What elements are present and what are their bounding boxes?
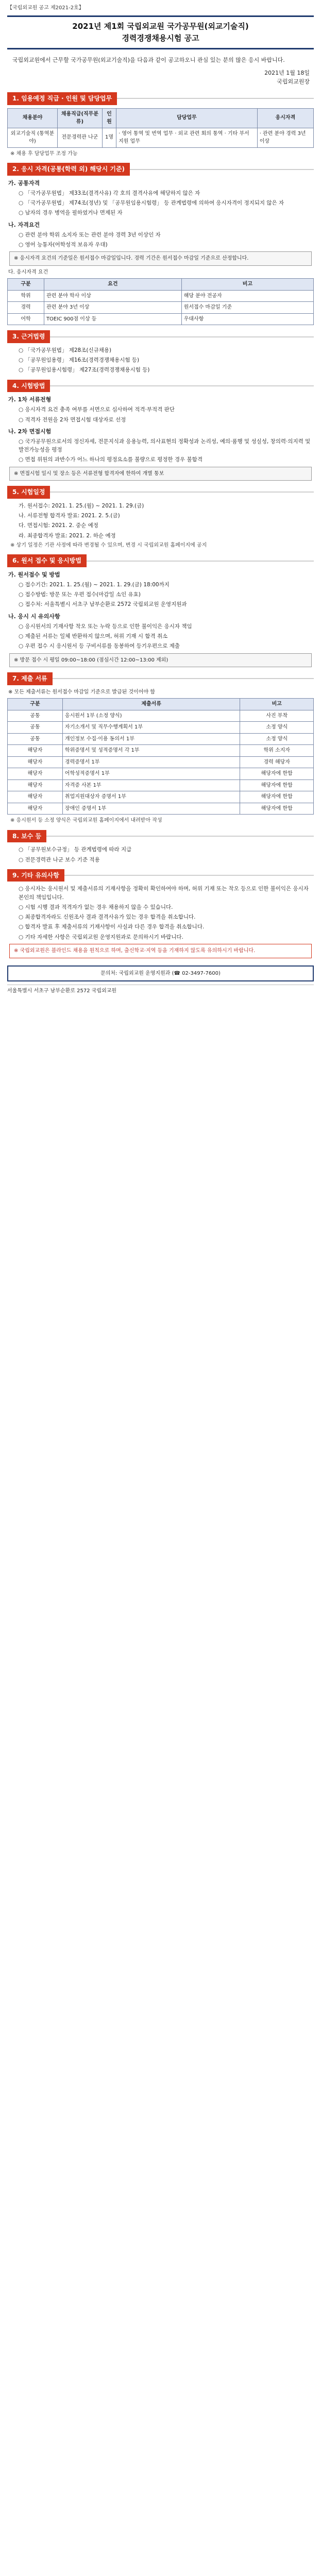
notice-box: ※ 면접시험 일시 및 장소 등은 서류전형 합격자에 한하여 개별 통보: [9, 467, 312, 481]
list-item: ○ 응시자격 요건 충족 여부를 서면으로 심사하여 적격·부적격 판단: [19, 406, 175, 413]
title-box: [7, 15, 314, 50]
table-cell: TOEIC 900점 이상 등: [44, 313, 181, 325]
schedule-item: 나. 서류전형 합격자 발표: 2021. 2. 5.(금): [19, 513, 120, 519]
table-cell: 해당자에 한함: [240, 803, 314, 815]
table-cell: 경력증명서 1부: [62, 756, 240, 768]
table-row: [8, 756, 314, 768]
section-divider: [130, 169, 314, 170]
table-caption: ※ 모든 제출서류는 원서접수 마감일 기준으로 발급된 것이어야 함: [8, 689, 155, 695]
table-cell: 자격증 사본 1부: [62, 779, 240, 791]
table-cell: 소정 양식: [240, 733, 314, 745]
table-row: [8, 290, 314, 302]
table-cell: 해당자: [8, 779, 63, 791]
table-row: [8, 745, 314, 757]
schedule-note: ※ 상기 일정은 기관 사정에 따라 변경될 수 있으며, 변경 시 국립외교원 홈페이지에 공지: [10, 542, 207, 548]
contact-info: 문의처: 국립외교원 운영지원과 (☎ 02-3497-7600): [100, 970, 221, 976]
documents-table-header: 제출서류: [62, 699, 240, 710]
section-divider: [50, 336, 314, 337]
section-8-title: 8. 보수 등: [7, 830, 46, 843]
table-cell: 취업지원대상자 증명서 1부: [62, 791, 240, 803]
contact-box: [7, 965, 314, 982]
list-item: ○ 적격자 전원을 2차 면접시험 대상자로 선정: [19, 416, 126, 423]
table-cell: · 관련 분야 경력 3년 이상: [257, 128, 313, 147]
schedule-item: 가. 원서접수: 2021. 1. 25.(월) ~ 2021. 1. 29.(금): [19, 502, 144, 509]
documents-table: [7, 698, 314, 815]
section-2-header: [7, 163, 314, 176]
table-row: [8, 803, 314, 815]
section-7-header: [7, 672, 314, 685]
table-cell: 경력 해당자: [240, 756, 314, 768]
table-cell: 해당자: [8, 768, 63, 780]
notice-date: 2021년 1월 18일: [264, 70, 310, 77]
table-cell: 1명: [102, 128, 116, 147]
table-cell: 장애인 증명서 1부: [62, 803, 240, 815]
documents-note: ※ 응시원서 등 소정 양식은 국립외교원 홈페이지에서 내려받아 작성: [10, 818, 162, 824]
table-row: [8, 128, 314, 147]
table-cell: 해당자에 한함: [240, 779, 314, 791]
section-4-title: 4. 시험방법: [7, 380, 50, 393]
list-item: ○ 「공무원임용령」 제16조(경력경쟁채용시험 등): [19, 357, 140, 364]
table-cell: 우대사항: [181, 313, 313, 325]
list-item: ○ 합격자 발표 후 제출서류의 기재사항이 사실과 다른 경우 합격을 취소합니다.: [19, 924, 205, 930]
list-item: ○ 응시원서의 기재사항 착오 또는 누락 등으로 인한 불이익은 응시자 책임: [19, 623, 192, 630]
position-table-header: 채용직급(직무분류): [57, 108, 102, 128]
section-divider: [87, 561, 314, 562]
schedule-item: 라. 최종합격자 발표: 2021. 2. 하순 예정: [19, 532, 116, 539]
table-cell: · 영어 통역 및 번역 업무 · 외교 관련 회의 통역 · 기타 부서 지원 업무: [116, 128, 258, 147]
table-cell: 공통: [8, 722, 63, 734]
section-divider: [50, 492, 314, 493]
section-2-title: 2. 응시 자격(공통(학력 외) 해당시 기준): [7, 163, 130, 176]
section-9-title: 9. 기타 유의사항: [7, 869, 64, 882]
subsection-heading: 가. 공통자격: [8, 179, 40, 187]
table-cell: 해당자: [8, 756, 63, 768]
section-1-title: 1. 임용예정 직급 · 인원 및 담당업무: [7, 92, 117, 105]
list-item: ○ 면접 위원의 과반수가 어느 하나의 평정요소를 불량으로 평정한 경우 불합격: [19, 456, 202, 463]
table-cell: 어학성적증명서 1부: [62, 768, 240, 780]
table-cell: 개인정보 수집·이용 동의서 1부: [62, 733, 240, 745]
section-3-title: 3. 근거법령: [7, 330, 50, 343]
section-divider: [117, 98, 314, 99]
list-item: ○ 전문경력관 나군 보수 기준 적용: [19, 856, 100, 863]
notice-number: 【국립외교원 공고 제2021-2호】: [7, 5, 84, 11]
list-item: ○ 응시자는 응시원서 및 제출서류의 기재사항을 정확히 확인하여야 하며, 허위 기재 또는 착오 등으로 인한 불이익은 응시자 본인의 책임입니다.: [19, 886, 309, 901]
table-caption: 다. 응시자격 요건: [8, 269, 48, 275]
section-6-title: 6. 원서 접수 및 응시방법: [7, 554, 87, 567]
table-row: [8, 791, 314, 803]
list-item: ○ 접수방법: 방문 또는 우편 접수(마감일 소인 유효): [19, 591, 141, 598]
section-8-header: [7, 830, 314, 843]
position-table-header: 인원: [102, 108, 116, 128]
list-item: ○ 접수처: 서울특별시 서초구 남부순환로 2572 국립외교원 운영지원과: [19, 601, 187, 608]
table-cell: 전문경력관 나군: [57, 128, 102, 147]
list-item: ○ 국가공무원으로서의 정신자세, 전문지식과 응용능력, 의사표현의 정확성과 논리성, 예의·품행 및 성실성, 창의력·의지력 및 발전가능성을 평정: [19, 438, 311, 453]
position-table-header: 채용분야: [8, 108, 58, 128]
notice-box: ※ 응시자격 요건의 기준일은 원서접수 마감일입니다. 경력 기간은 원서접수 마감일 기준으로 산정합니다.: [9, 251, 312, 266]
table-cell: 해당 분야 전공자: [181, 290, 313, 302]
list-item: ○ 시험 시행 결과 적격자가 없는 경우 채용하지 않을 수 있습니다.: [19, 904, 173, 910]
position-table: [7, 108, 314, 148]
table-note: ※ 채용 후 담당업무 조정 가능: [10, 150, 78, 157]
title-line1: 2021년 제1회 국립외교원 국가공무원(외교기술직): [72, 21, 249, 31]
qualification-table: [7, 278, 314, 325]
table-cell: 소정 양식: [240, 722, 314, 734]
table-cell: 공통: [8, 733, 63, 745]
table-cell: 관련 분야 학사 이상: [44, 290, 181, 302]
notice-page: [0, 0, 321, 1003]
table-cell: 학위 소지자: [240, 745, 314, 757]
documents-table-header: 구분: [8, 699, 63, 710]
date-block: [7, 69, 314, 86]
table-cell: 학위: [8, 290, 44, 302]
table-cell: 공통: [8, 710, 63, 722]
section-5-title: 5. 시험일정: [7, 486, 50, 499]
list-item: ○ 영어 능통자(어학성적 보유자 우대): [19, 241, 108, 248]
section-1-header: [7, 92, 314, 105]
section-5-header: [7, 486, 314, 499]
title-line2: 경력경쟁채용시험 공고: [122, 33, 199, 43]
notice-box: ※ 방문 접수 시 평일 09:00~18:00 (점심시간 12:00~13:00 제외): [9, 653, 312, 668]
section-divider: [50, 385, 314, 386]
table-cell: 해당자: [8, 745, 63, 757]
table-row: [8, 733, 314, 745]
table-cell: 해당자: [8, 791, 63, 803]
notice-org: 국립외교원장: [277, 78, 310, 86]
subsection-heading: 나. 2차 면접시험: [8, 428, 52, 435]
list-item: ○ 남자의 경우 병역을 필하였거나 면제된 자: [19, 210, 123, 216]
section-divider: [64, 875, 314, 876]
table-cell: 관련 분야 3년 이상: [44, 302, 181, 314]
table-row: [8, 302, 314, 314]
list-item: ○ 「국가공무원법」 제28조(신규채용): [19, 347, 112, 353]
subsection-heading: 나. 응시 시 유의사항: [8, 613, 60, 620]
table-row: [8, 313, 314, 325]
list-item: ○ 접수기간: 2021. 1. 25.(월) ~ 2021. 1. 29.(금) 18:00까지: [19, 581, 170, 588]
subsection-heading: 가. 원서접수 및 방법: [8, 571, 60, 578]
table-cell: 원서접수 마감일 기준: [181, 302, 313, 314]
table-cell: 해당자: [8, 803, 63, 815]
list-item: ○ 기타 자세한 사항은 국립외교원 운영지원과로 문의하시기 바랍니다.: [19, 934, 183, 940]
subsection-heading: 가. 1차 서류전형: [8, 396, 52, 403]
table-cell: 해당자에 한함: [240, 768, 314, 780]
list-item: ○ 「공무원보수규정」 등 관계법령에 따라 지급: [19, 846, 132, 853]
blind-hiring-note: ※ 국립외교원은 블라인드 채용을 원칙으로 하며, 출신학교·지역 등을 기재하지 않도록 유의하시기 바랍니다.: [9, 944, 312, 958]
qualification-table-header: 구분: [8, 279, 44, 291]
documents-table-header: 비고: [240, 699, 314, 710]
list-item: ○ 우편 접수 시 응시원서 등 구비서류를 동봉하여 등기우편으로 제출: [19, 643, 180, 650]
qualification-table-header: 요건: [44, 279, 181, 291]
list-item: ○ 제출된 서류는 일체 반환하지 않으며, 허위 기재 시 합격 취소: [19, 633, 168, 640]
table-row: [8, 722, 314, 734]
table-cell: 응시원서 1부 (소정 양식): [62, 710, 240, 722]
table-row: [8, 768, 314, 780]
table-cell: 학위증명서 및 성적증명서 각 1부: [62, 745, 240, 757]
table-cell: 사진 부착: [240, 710, 314, 722]
list-item: ○ 「국가공무원법」 제74조(정년) 및 「공무원임용시험령」 등 관계법령에 의하여 응시자격이 정지되지 않은 자: [19, 200, 284, 207]
position-table-header: 담당업무: [116, 108, 258, 128]
list-item: ○ 「공무원임용시험령」 제27조(경력경쟁채용시험 등): [19, 367, 150, 374]
footer-address: 서울특별시 서초구 남부순환로 2572 국립외교원: [7, 985, 314, 997]
schedule-item: 다. 면접시험: 2021. 2. 중순 예정: [19, 522, 98, 529]
position-table-header: 응시자격: [257, 108, 313, 128]
section-7-title: 7. 제출 서류: [7, 672, 53, 685]
subsection-heading: 나. 자격요건: [8, 221, 40, 228]
section-4-header: [7, 380, 314, 393]
list-item: ○ 「국가공무원법」 제33조(결격사유) 각 호의 결격사유에 해당하지 않은 자: [19, 190, 200, 196]
intro-text: 국립외교원에서 근무할 국가공무원(외교기술직)을 다음과 같이 공고하오니 관심 있는 분의 많은 응시 바랍니다.: [12, 57, 285, 63]
section-9-header: [7, 869, 314, 882]
table-cell: 어학: [8, 313, 44, 325]
qualification-table-header: 비고: [181, 279, 313, 291]
table-cell: 해당자에 한함: [240, 791, 314, 803]
section-divider: [53, 678, 314, 679]
table-cell: 외교기술직 (통역분야): [8, 128, 58, 147]
section-3-header: [7, 330, 314, 343]
list-item: ○ 관련 분야 학위 소지자 또는 관련 분야 경력 3년 이상인 자: [19, 231, 161, 238]
table-cell: 경력: [8, 302, 44, 314]
table-row: [8, 710, 314, 722]
list-item: ○ 최종합격자라도 신원조사 결과 결격사유가 있는 경우 합격을 취소합니다.: [19, 914, 196, 921]
table-cell: 자기소개서 및 직무수행계획서 1부: [62, 722, 240, 734]
table-row: [8, 779, 314, 791]
section-divider: [46, 836, 314, 837]
section-6-header: [7, 554, 314, 567]
